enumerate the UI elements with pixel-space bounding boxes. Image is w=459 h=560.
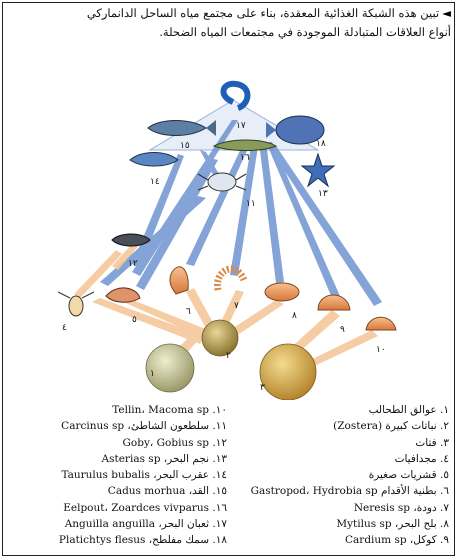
node-number-4: ٤ xyxy=(62,323,67,333)
legend-item-4: ٤. مجدافيات xyxy=(394,452,449,465)
legend-item-7: ٧. دودة، Neresis sp xyxy=(353,501,449,514)
legend-item-1: ١. عوالق الطحالب xyxy=(368,404,449,416)
node-number-1: ١ xyxy=(150,369,155,379)
intro-line-1: ◄تبين هذه الشبكة الغذائية المعقدة، بناء على مجتمع مياه الساحل الدانماركي xyxy=(86,6,451,20)
node-number-5: ٥ xyxy=(132,315,137,325)
legend-right xyxy=(224,402,449,549)
bullet-marker-icon: ◄ xyxy=(442,6,451,20)
zostera-sphere-icon xyxy=(202,320,238,356)
mussel-icon xyxy=(265,283,299,301)
detritus-sphere-icon xyxy=(260,344,316,400)
legend-item-9: ٩. كوكل، Cardium sp xyxy=(345,534,449,547)
snail-icon xyxy=(170,267,188,294)
node-number-2: ٢ xyxy=(226,351,231,361)
node-number-14: ١٤ xyxy=(150,177,160,187)
node-number-6: ٦ xyxy=(186,307,191,317)
cockle-icon xyxy=(318,295,350,310)
legend-item-8: ٨. بلح البحر، Mytilus sp xyxy=(336,518,449,531)
legend-item-15: ١٥. القد، Cadus morhua xyxy=(107,485,227,498)
crustacean-icon xyxy=(106,288,140,302)
node-number-18: ١٨ xyxy=(316,139,326,149)
sea-scorpion-icon xyxy=(130,153,178,167)
legend-item-14: ١٤. عقرب البحر، Taurulus bubalis xyxy=(61,469,227,482)
node-number-11: ١١ xyxy=(246,199,256,209)
node-number-10: ١٠ xyxy=(376,345,386,355)
legend-item-18: ١٨. سمك مفلطح، Platichtys flesus xyxy=(58,534,227,547)
legend-item-11: ١١. سلطعون الشاطئ، Carcinus sp xyxy=(61,420,227,433)
legend-item-2: ٢. نباتات كبيرة (Zostera) xyxy=(333,420,449,433)
copepod-icon xyxy=(58,292,94,316)
node-number-16: ١٦ xyxy=(240,153,250,163)
legend-item-16: ١٦. Eelpout، Zoardces vivparus xyxy=(63,501,227,514)
node-number-12: ١٢ xyxy=(128,259,138,269)
node-number-9: ٩ xyxy=(340,325,345,335)
node-number-13: ١٣ xyxy=(318,189,328,199)
legend-left xyxy=(12,402,227,549)
legend-item-13: ١٣. نجم البحر، Asterias sp xyxy=(101,452,227,465)
legend-item-17: ١٧. ثعبان البحر، Anguilla anguilla xyxy=(64,518,227,531)
node-number-15: ١٥ xyxy=(180,141,190,151)
tellin-icon xyxy=(366,317,396,330)
intro-line-2: أنواع العلاقات المتبادلة الموجودة في مجتمعات المياه الضحلة. xyxy=(159,25,451,39)
node-number-17: ١٧ xyxy=(236,121,246,131)
starfish-icon xyxy=(302,154,334,186)
legend-item-6: ٦. بطنية الأقدام Gastropod، Hydrobia sp xyxy=(250,485,449,498)
node-number-7: ٧ xyxy=(234,301,239,311)
legend-item-5: ٥. قشريات صغيرة xyxy=(368,469,449,482)
legend-item-3: ٣. فتات xyxy=(415,436,449,449)
legend-item-12: ١٢. Goby، Gobius sp xyxy=(122,436,227,449)
legend-item-10: ١٠. Tellin، Macoma sp xyxy=(112,404,227,416)
goby-icon xyxy=(112,234,150,246)
node-number-3: ٣ xyxy=(260,383,265,393)
phytoplankton-sphere-icon xyxy=(146,344,194,392)
node-number-8: ٨ xyxy=(292,311,297,321)
